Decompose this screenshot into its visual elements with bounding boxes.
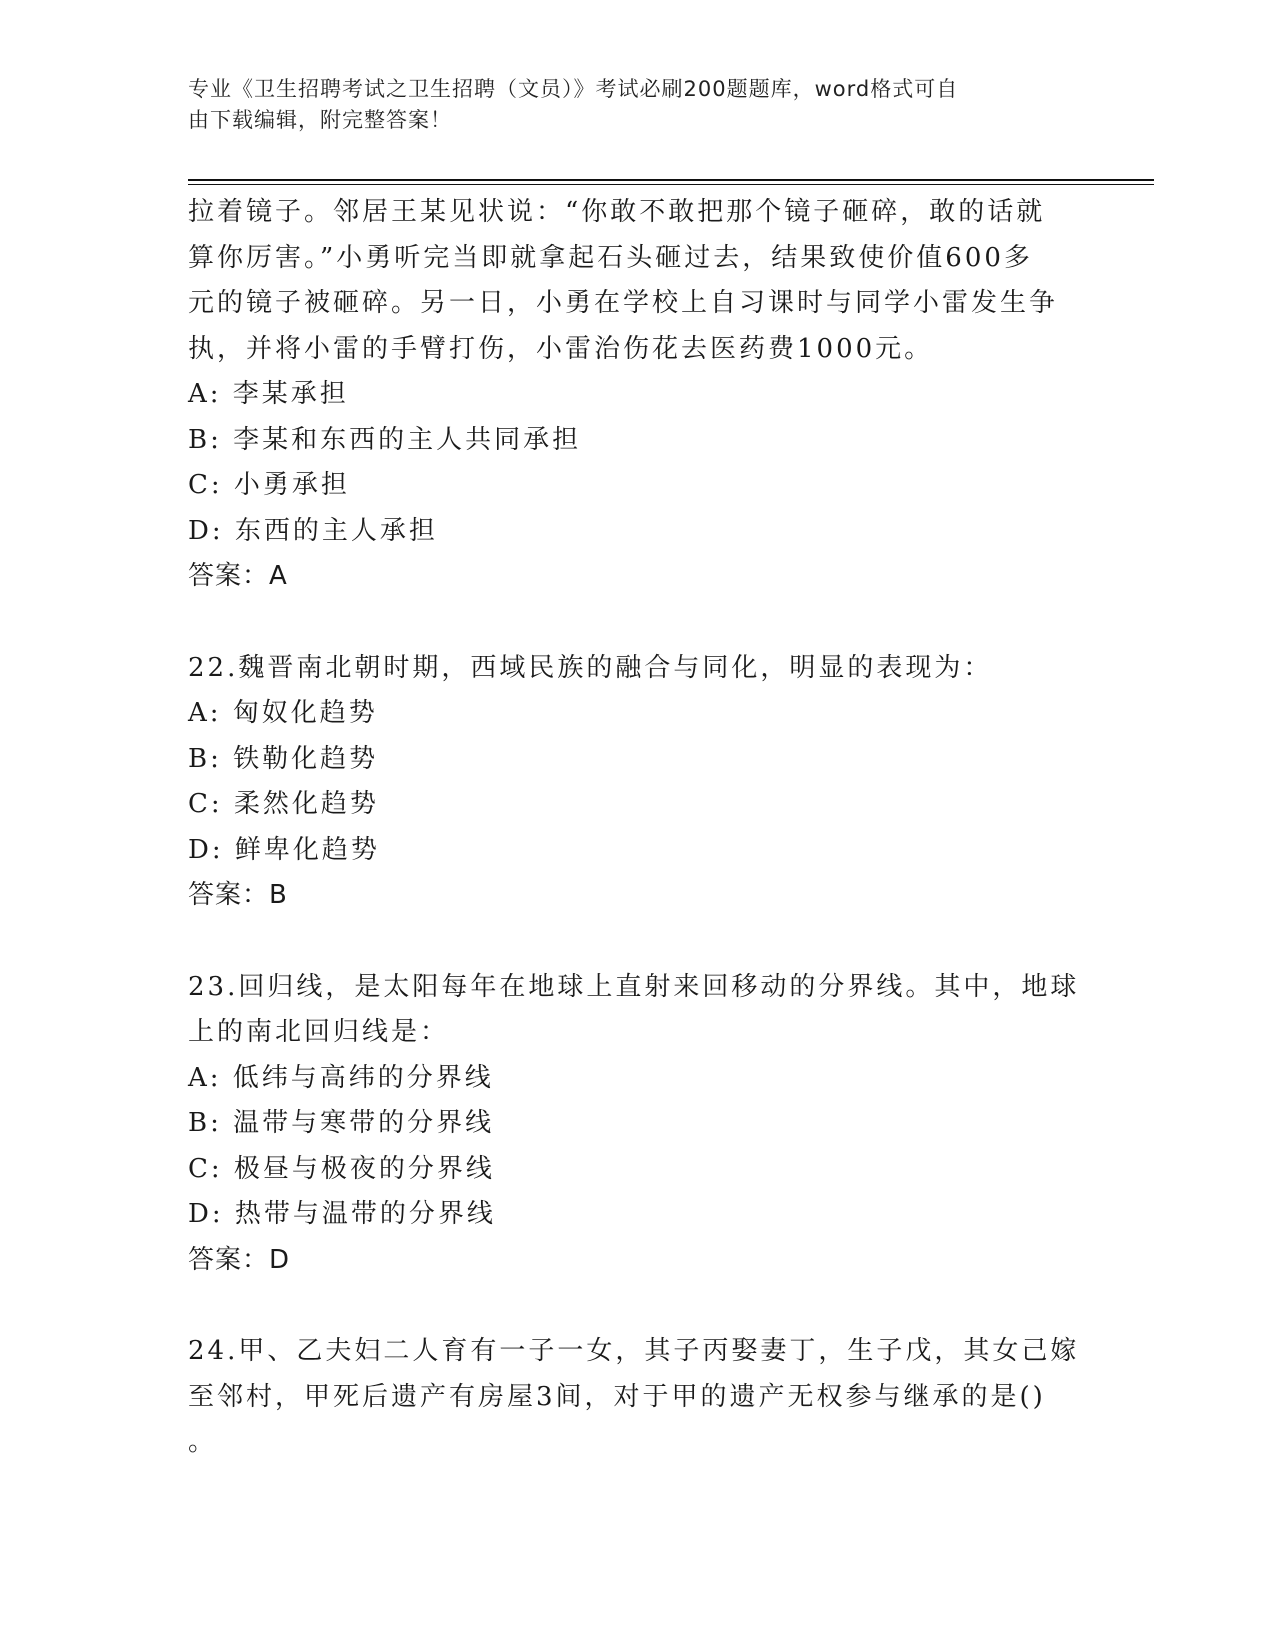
- spacer: [188, 919, 1088, 965]
- question-21: [188, 190, 1088, 600]
- spacer: [188, 600, 1088, 646]
- option-c: C: 极昼与极夜的分界线: [188, 1153, 495, 1184]
- question-text-line: 24.甲、乙夫妇二人育有一子一女，其子丙娶妻丁，生子戊，其女己嫁: [188, 1336, 1080, 1366]
- question-text-line: 算你厉害。”小勇听完当即就拿起石头砸过去，结果致使价值600多: [188, 242, 1033, 273]
- header-divider-thin: [188, 184, 1154, 185]
- question-text-line: 执，并将小雷的手臂打伤，小雷治伤花去医药费1000元。: [188, 333, 934, 364]
- option-a: A: 低纬与高纬的分界线: [188, 1062, 494, 1093]
- question-24: [188, 1329, 1088, 1466]
- answer-label: 答案：D: [188, 1244, 291, 1275]
- question-22: [188, 646, 1088, 919]
- option-d: D: 热带与温带的分界线: [188, 1199, 496, 1229]
- question-text-line: 拉着镜子。邻居王某见状说：“你敢不敢把那个镜子砸碎，敢的话就: [188, 197, 1046, 227]
- option-c: C: 柔然化趋势: [188, 789, 379, 819]
- answer-label: 答案：A: [188, 561, 288, 591]
- answer-label: 答案：B: [188, 880, 288, 910]
- question-23: [188, 965, 1088, 1284]
- option-a: A: 匈奴化趋势: [188, 698, 378, 728]
- spacer: [188, 1283, 1088, 1329]
- question-text-line: 23.回归线，是太阳每年在地球上直射来回移动的分界线。其中，地球: [188, 971, 1080, 1002]
- question-text-line: 元的镜子被砸碎。另一日，小勇在学校上自习课时与同学小雷发生争: [188, 288, 1059, 318]
- option-b: B: 温带与寒带的分界线: [188, 1108, 495, 1138]
- header-divider-thick: [188, 179, 1154, 181]
- option-d: D: 鲜卑化趋势: [188, 834, 380, 865]
- option-b: B: 铁勒化趋势: [188, 743, 379, 774]
- question-text-line: 至邻村，甲死后遗产有房屋3间，对于甲的遗产无权参与继承的是(): [188, 1381, 1046, 1412]
- question-text-line: 。: [188, 1427, 218, 1457]
- option-c: C: 小勇承担: [188, 470, 350, 500]
- header-line-1: 专业《卫生招聘考试之卫生招聘（文员）》考试必刷200题题库，word格式可自: [188, 77, 959, 101]
- page-header: [188, 74, 1068, 136]
- option-b: B: 李某和东西的主人共同承担: [188, 424, 582, 455]
- option-d: D: 东西的主人承担: [188, 515, 438, 546]
- header-line-2: 由下载编辑，附完整答案！: [188, 108, 452, 132]
- question-text-line: 22.魏晋南北朝时期，西域民族的融合与同化，明显的表现为：: [188, 652, 993, 683]
- option-a: A: 李某承担: [188, 379, 349, 409]
- document-body: [188, 190, 1088, 1466]
- question-text-line: 上的南北回归线是：: [188, 1017, 450, 1047]
